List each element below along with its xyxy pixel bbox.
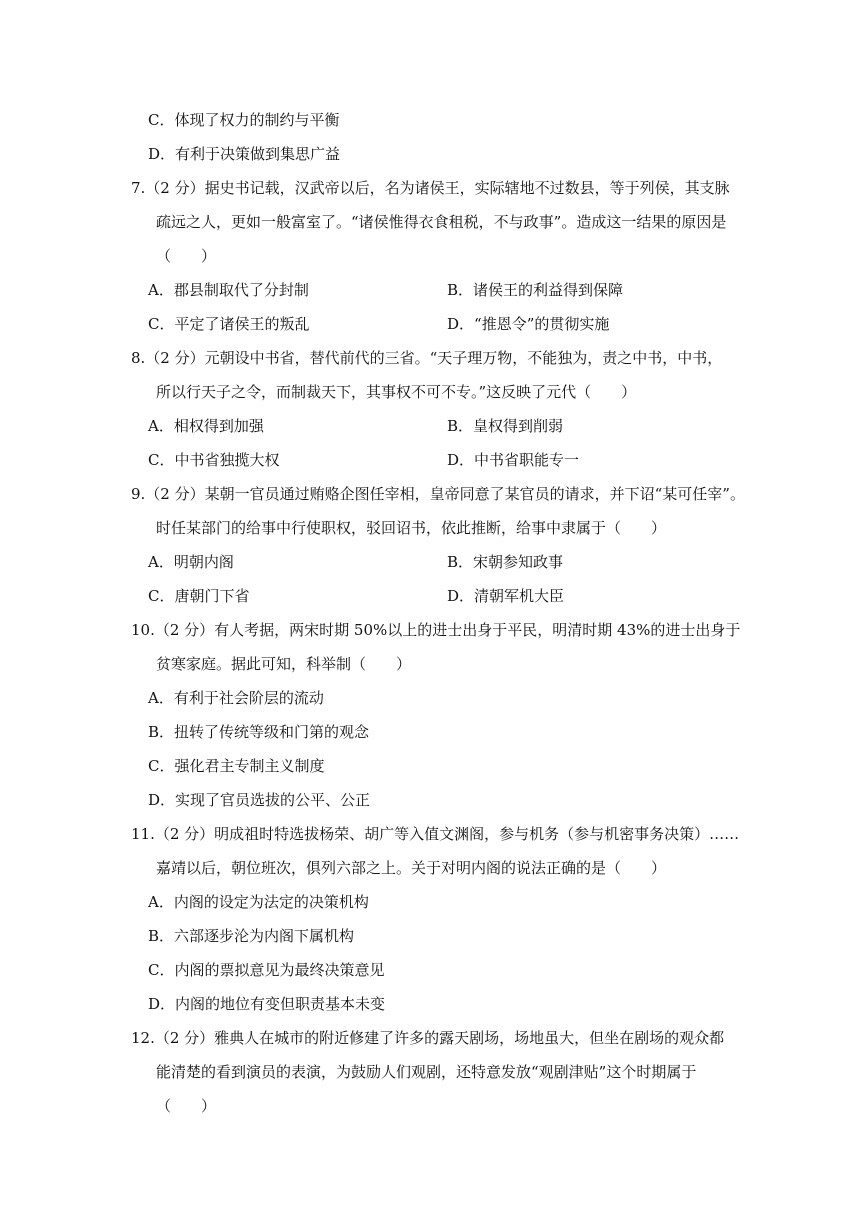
q11-option-b: B．六部逐步沦为内阁下属机构 xyxy=(148,927,355,945)
q6-option-d: D．有利于决策做到集思广益 xyxy=(148,145,341,163)
q10-option-c: C．强化君主专制主义制度 xyxy=(148,757,325,775)
q9-stem-line1: 9.（2 分）某朝一官员通过贿赂企图任宰相，皇帝同意了某官员的请求，并下诏“某可任宰”。 xyxy=(131,485,745,503)
q9-option-c: C．唐朝门下省 xyxy=(148,587,250,605)
q8-stem-line1: 8.（2 分）元朝设中书省，替代前代的三省。“天子理万物，不能独为，责之中书，中书， xyxy=(131,349,723,367)
q8-stem-line2: 所以行天子之令，而制裁天下，其事权不可不专。”这反映了元代（ ） xyxy=(156,383,637,401)
q9-stem-line2: 时任某部门的给事中行使职权，驳回诏书，依此推断，给事中隶属于（ ） xyxy=(156,519,667,537)
q7-stem-line2: 疏远之人，更如一般富室了。“诸侯惟得衣食租税，不与政事”。造成这一结果的原因是 xyxy=(156,213,727,231)
q8-option-a: A．相权得到加强 xyxy=(148,417,264,435)
q8-option-b: B．皇权得到削弱 xyxy=(447,417,564,435)
q8-option-c: C．中书省独揽大权 xyxy=(148,451,280,469)
q9-option-a: A．明朝内阁 xyxy=(148,553,234,571)
q12-stem-line3: （ ） xyxy=(156,1097,217,1115)
q9-option-b: B．宋朝参知政事 xyxy=(447,553,564,571)
q10-option-b: B．扭转了传统等级和门第的观念 xyxy=(148,723,370,741)
q11-stem-line2: 嘉靖以后，朝位班次，俱列六部之上。关于对明内阁的说法正确的是（ ） xyxy=(156,859,667,877)
q7-stem-line3: （ ） xyxy=(156,247,217,265)
q12-stem-line1: 12.（2 分）雅典人在城市的附近修建了许多的露天剧场，场地虽大，但坐在剧场的观众都 xyxy=(131,1029,725,1047)
q7-option-a: A．郡县制取代了分封制 xyxy=(148,281,309,299)
q11-option-a: A．内阁的设定为法定的决策机构 xyxy=(148,893,369,911)
q12-stem-line2: 能清楚的看到演员的表演，为鼓励人们观剧，还特意发放“观剧津贴”这个时期属于 xyxy=(156,1063,697,1081)
q7-option-c: C．平定了诸侯王的叛乱 xyxy=(148,315,310,333)
q10-stem-line1: 10.（2 分）有人考据，两宋时期 50%以上的进士出身于平民，明清时期 43%的进士出身于 xyxy=(131,621,741,639)
q9-option-d: D．清朝军机大臣 xyxy=(447,587,565,605)
q7-option-d: D．“推恩令”的贯彻实施 xyxy=(447,315,610,333)
q10-stem-line2: 贫寒家庭。据此可知，科举制（ ） xyxy=(156,655,412,673)
q11-option-d: D．内阁的地位有变但职责基本未变 xyxy=(148,995,386,1013)
q11-option-c: C．内阁的票拟意见为最终决策意见 xyxy=(148,961,385,979)
q7-option-b: B．诸侯王的利益得到保障 xyxy=(447,281,624,299)
q11-stem-line1: 11.（2 分）明成祖时特选拔杨荣、胡广等入值文渊阁，参与机务（参与机密事务决策）…… xyxy=(131,825,740,843)
q10-option-d: D．实现了官员选拔的公平、公正 xyxy=(148,791,371,809)
q8-option-d: D．中书省职能专一 xyxy=(447,451,580,469)
q10-option-a: A．有利于社会阶层的流动 xyxy=(148,689,324,707)
q6-option-c: C．体现了权力的制约与平衡 xyxy=(148,111,340,129)
q7-stem-line1: 7.（2 分）据史书记载，汉武帝以后，名为诸侯王，实际辖地不过数县，等于列侯，其支脉 xyxy=(131,179,730,197)
